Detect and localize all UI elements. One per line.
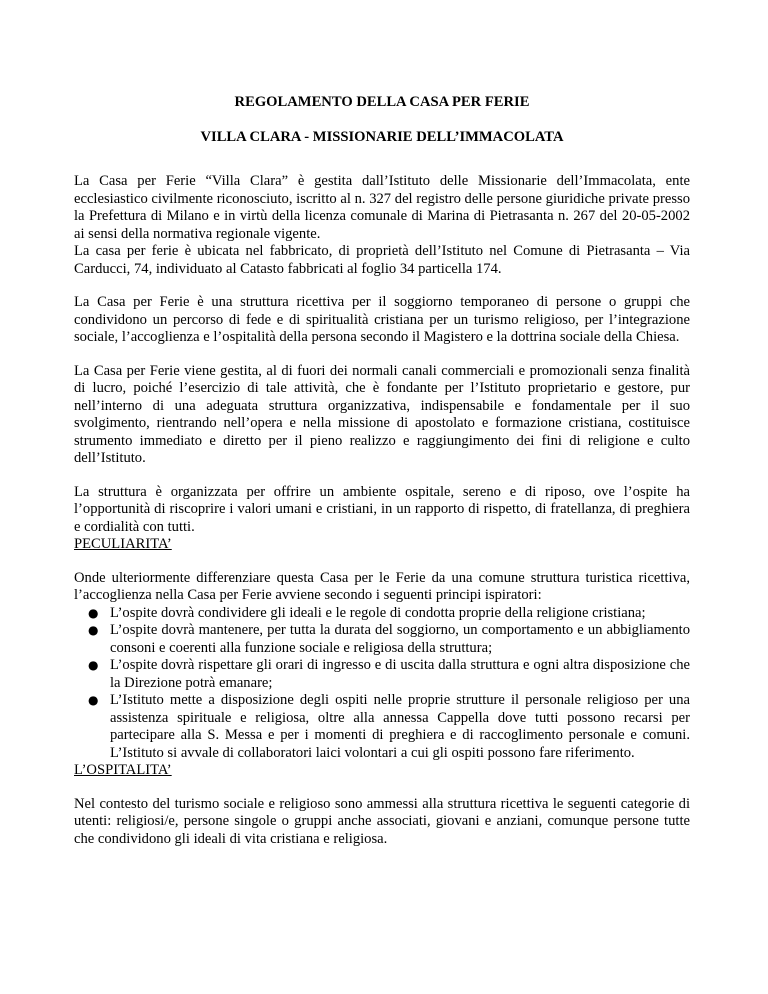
paragraph-peculiarita-intro: Onde ulteriormente differenziare questa Casa per le Ferie da una comune struttura turistica ricettiva, l’accoglienza nella Casa per Ferie avviene secondo i seguenti principi ispiratori: bbox=[74, 569, 690, 603]
paragraph-management: La Casa per Ferie viene gestita, al di fuori dei normali canali commerciali e promozionali senza finalità di lucro, poiché l’esercizio di tale attività, che è fondante per l’Istituto proprietario e gestore, pur nell’interno di una adeguata struttura organizzativa, indispensabile e fondamentale per il suo svolgimento, rientrando nell’opera e nella missione di apostolato e formazione cristiana, costituisce strumento immediato e diretto per il pieno realizzo e raggiungimento dei fini di religione e culto dell’Istituto. bbox=[74, 362, 690, 466]
paragraph-purpose: La Casa per Ferie è una struttura ricettiva per il soggiorno temporaneo di persone o gruppi che condividono un percorso di fede e di spiritualità cristiana per un turismo religioso, per l’integrazione sociale, l’accoglienza e l’ospitalità della persona secondo il Magistero e la dottrina sociale della Chiesa. bbox=[74, 294, 690, 345]
paragraph-intro: La Casa per Ferie “Villa Clara” è gestita dall’Istituto delle Missionarie dell’Immacolata, ente ecclesiastico civilmente riconosciuto, iscritto al n. 327 del registro delle persone giuridiche private presso la Prefettura di Milano e in virtù della licenza comunale di Marina di Pietrasanta n. 267 del 20-05-2002 ai sensi della normativa regionale vigente. bbox=[74, 173, 690, 242]
list-item-text: L’ospite dovrà mantenere, per tutta la durata del soggiorno, un comportamento e un abbigliamento consoni e coerenti alla funzione sociale e religiosa della struttura; bbox=[110, 622, 690, 656]
section-heading-ospitalita: L’OSPITALITA’ bbox=[74, 762, 172, 778]
bullet-icon: ● bbox=[88, 658, 99, 672]
list-item-text: L’ospite dovrà rispettare gli orari di ingresso e di uscita dalla struttura e ogni altra disposizione che la Direzione potrà emanare; bbox=[110, 657, 690, 691]
list-item-text: L’ospite dovrà condividere gli ideali e le regole di condotta proprie della religione cristiana; bbox=[110, 604, 646, 621]
document-subtitle: VILLA CLARA - MISSIONARIE DELL’IMMACOLATA bbox=[200, 128, 564, 145]
paragraph-location: La casa per ferie è ubicata nel fabbricato, di proprietà dell’Istituto nel Comune di Pietrasanta – Via Carducci, 74, individuato al Catasto fabbricati al foglio 34 particella 174. bbox=[74, 243, 690, 277]
list-item bbox=[74, 692, 690, 762]
bullet-icon: ● bbox=[88, 623, 99, 637]
list-item bbox=[74, 657, 690, 692]
list-item bbox=[74, 605, 690, 623]
document-title: REGOLAMENTO DELLA CASA PER FERIE bbox=[234, 94, 530, 110]
section-heading-peculiarita: PECULIARITA’ bbox=[74, 536, 172, 552]
bullet-icon: ● bbox=[88, 605, 99, 620]
peculiarita-list bbox=[74, 605, 690, 763]
paragraph-organization: La struttura è organizzata per offrire un ambiente ospitale, sereno e di riposo, ove l’ospite ha l’opportunità di riscoprire i valori umani e cristiani, in un rapporto di rispetto, di fratellanza, di preghiera e cordialità con tutti. bbox=[74, 483, 690, 535]
list-item-text: L’Istituto mette a disposizione degli ospiti nelle proprie strutture il personale religioso per una assistenza spirituale e religiosa, oltre alla annessa Cappella dove tutti possono recarsi per partecipare alla S. Messa e per i momenti di preghiera e di raccoglimento personale e comuni. L’Istituto si avvale di collaboratori laici volontari a cui gli ospiti possono fare riferimento. bbox=[110, 692, 690, 761]
list-item bbox=[74, 622, 690, 657]
paragraph-ospitalita: Nel contesto del turismo sociale e religioso sono ammessi alla struttura ricettiva le seguenti categorie di utenti: religiosi/e, persone singole o gruppi anche associati, giovani e anziani, comunque persone tutte che condividono gli ideali di vita cristiana e religiosa. bbox=[74, 795, 690, 847]
bullet-icon: ● bbox=[88, 693, 99, 707]
document-page bbox=[74, 94, 690, 848]
